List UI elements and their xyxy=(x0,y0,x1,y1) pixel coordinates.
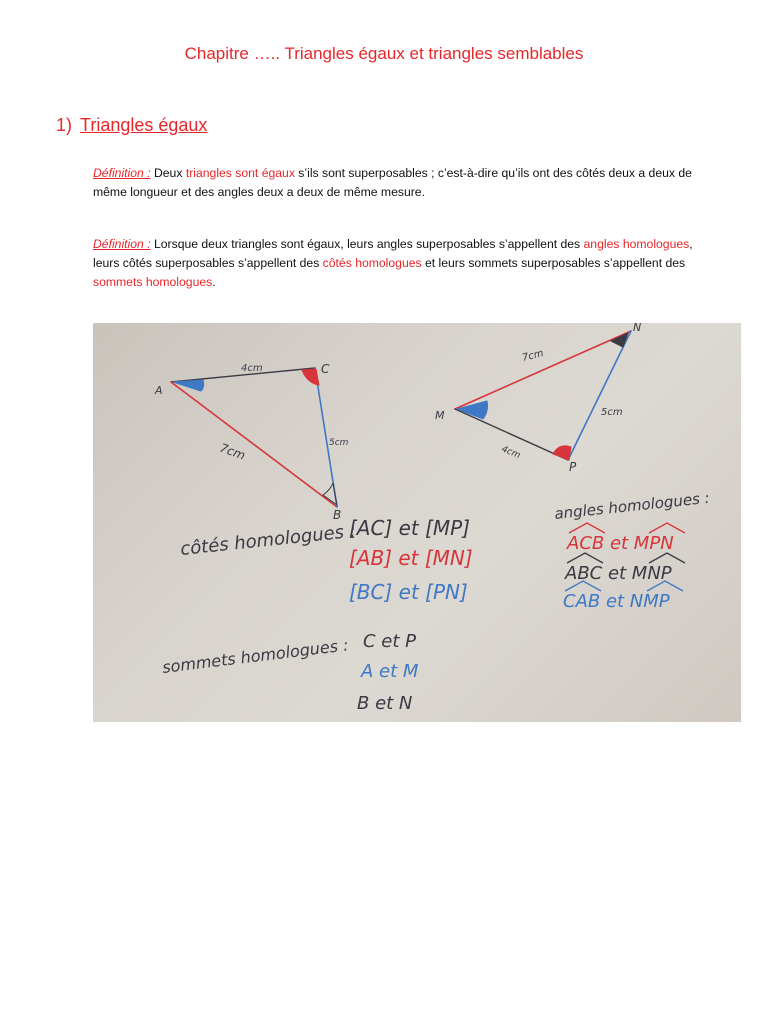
side-mp-label: 4cm xyxy=(499,444,522,462)
definition-1-highlight: triangles sont égaux xyxy=(185,166,295,180)
angles-homologues-label: angles homologues : xyxy=(553,488,711,523)
sommets-row-3: B et N xyxy=(357,693,413,714)
angles-row-2: ABC et MNP xyxy=(565,563,672,584)
page-title: Chapitre ….. Triangles égaux et triangles semblables xyxy=(184,44,584,63)
definition-2-text-4: . xyxy=(212,275,216,289)
hat-mnp xyxy=(649,553,685,563)
hat-mpn xyxy=(649,523,685,533)
definition-2-highlight-angles: angles homologues xyxy=(583,237,690,251)
definition-1-text-1: Deux xyxy=(150,166,186,180)
section-title: Triangles égaux xyxy=(80,115,208,135)
definition-2-text-2: , leurs côtés superposables s’appellent des xyxy=(93,237,693,270)
angles-row-3: CAB et NMP xyxy=(563,591,670,612)
vertex-m-label: M xyxy=(435,409,445,422)
section-number: 1) xyxy=(56,115,73,135)
definition-1 xyxy=(93,164,713,202)
sommets-homologues-label: sommets homologues : xyxy=(161,635,350,677)
sommets-row-1: C et P xyxy=(363,631,416,652)
section-heading xyxy=(56,115,207,136)
definition-2-label: Définition : xyxy=(93,237,151,251)
triangle-abc xyxy=(171,368,337,507)
cotes-homologues-label: côtés homologues : xyxy=(179,520,357,560)
cotes-row-3: [BC] et [PN] xyxy=(349,580,468,604)
triangle-mnp xyxy=(455,331,631,460)
hat-abc xyxy=(567,553,603,563)
side-bc-label: 5cm xyxy=(329,438,349,448)
definition-2-highlight-sommets: sommets homologues xyxy=(93,275,213,289)
sommets-row-2: A et M xyxy=(361,661,419,682)
definition-2-text-3: et leurs sommets superposables s’appellent des xyxy=(421,256,686,270)
definition-2 xyxy=(93,235,713,292)
angle-mark-a xyxy=(173,380,204,391)
vertex-b-label: B xyxy=(333,508,342,522)
angle-mark-n xyxy=(611,333,628,347)
side-ab xyxy=(171,382,337,507)
angle-mark-p xyxy=(553,446,571,460)
definition-2-highlight-cotes: côtés homologues xyxy=(322,256,422,270)
vertex-p-label: P xyxy=(569,460,577,474)
angle-mark-c xyxy=(302,369,319,385)
side-mn-label: 7cm xyxy=(521,348,545,364)
vertex-c-label: C xyxy=(321,362,330,376)
whiteboard-photo xyxy=(93,323,741,722)
definition-1-text-2: s’ils sont superposables ; c’est-à-dire qu’ils ont des côtés deux a deux de même longueur et des angles deux a deux de même mesure. xyxy=(93,166,692,199)
definition-1-label: Définition : xyxy=(93,166,151,180)
side-ac-label: 4cm xyxy=(241,363,263,374)
side-mn xyxy=(455,331,631,409)
definition-2-text-1: Lorsque deux triangles sont égaux, leurs angles superposables s’appellent des xyxy=(150,237,584,251)
side-np-label: 5cm xyxy=(601,407,623,418)
angles-row-1: ACB et MPN xyxy=(567,533,674,554)
side-ab-label: 7cm xyxy=(217,440,248,463)
cotes-row-2: [AB] et [MN] xyxy=(349,546,473,570)
vertex-n-label: N xyxy=(633,323,642,334)
cotes-row-1: [AC] et [MP] xyxy=(349,516,471,540)
hat-acb xyxy=(569,523,605,533)
side-np xyxy=(568,331,631,460)
whiteboard-drawing xyxy=(93,323,741,722)
vertex-a-label: A xyxy=(155,384,163,397)
